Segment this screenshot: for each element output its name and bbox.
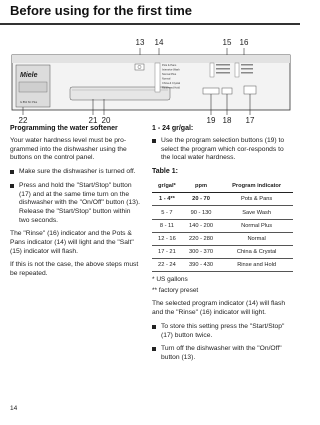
bullet-square-icon: [10, 184, 14, 188]
paragraph: The selected program indicator (14) will flash and the "Rinse" (16) indicator will light.: [152, 300, 286, 317]
program-select-button-drawing: [203, 88, 219, 94]
start-stop-button-drawing: [244, 86, 256, 94]
footnote: ** factory preset: [152, 286, 199, 294]
control-panel: [12, 55, 290, 110]
svg-text:Normal Plus: Normal Plus: [162, 73, 177, 76]
right-column: [152, 125, 294, 368]
list-item: Turn off the dishwasher with the "On/Off" button (13).: [152, 345, 294, 362]
table-title: Table 1:: [152, 168, 178, 176]
callout-22: 22: [18, 116, 28, 125]
table-row: 1 - 4** 20 - 70 Pots & Pans: [152, 193, 293, 206]
paragraph: The "Rinse" (16) indicator and the Pots & Pans indicator (14) will light and the "Salt" (15) indicator will flash.: [10, 230, 134, 255]
table-row: 17 - 21 300 - 370 China & Crystal: [152, 246, 293, 259]
page-number: 14: [10, 405, 18, 412]
svg-text:China & Crystal: China & Crystal: [162, 82, 181, 85]
table-row: 12 - 16 220 - 280 Normal: [152, 232, 293, 245]
section-heading: Programming the water softener: [10, 125, 118, 132]
brand-logo: Miele: [20, 72, 38, 79]
svg-text:Intensive Wash: Intensive Wash: [162, 68, 180, 72]
list-item: Make sure the dishwasher is turned off.: [10, 168, 142, 177]
water-hardness-table: [152, 180, 293, 272]
svg-text:Rinse and Hold: Rinse and Hold: [162, 86, 180, 90]
svg-text:Normal: Normal: [162, 77, 171, 81]
table-row: 5 - 7 90 - 130 Save Wash: [152, 206, 293, 219]
callout-21: 21: [88, 116, 98, 125]
list-item: To store this setting press the "Start/Stop" (17) button twice.: [152, 323, 294, 340]
paragraph: If this is not the case, the above steps must be repeated.: [10, 261, 139, 278]
table-row: 22 - 24 390 - 430 Rinse and Hold: [152, 259, 293, 272]
footnote: * US gallons: [152, 276, 188, 284]
subsection-heading: 1 - 24 gr/gal:: [152, 125, 194, 132]
svg-text:Pots & Pans: Pots & Pans: [162, 64, 177, 67]
list-item: Use the program selection buttons (19) to select the program which cor-responds to the local water hardness.: [152, 137, 294, 163]
left-column: [10, 125, 142, 284]
table-row: 8 - 11 140 - 200 Normal Plus: [152, 219, 293, 232]
table-header-row: gr/gal* ppm Program indicator: [152, 180, 293, 193]
callout-18: 18: [222, 116, 232, 125]
callout-13: 13: [135, 38, 145, 47]
callout-20: 20: [101, 116, 111, 125]
callout-19: 19: [206, 116, 216, 125]
callout-14: 14: [154, 38, 164, 47]
callout-16: 16: [239, 38, 249, 47]
bullet-square-icon: [152, 325, 156, 329]
header-rule: [0, 23, 300, 25]
model-label: G 862 SC Plus: [20, 101, 38, 104]
callout-17: 17: [245, 116, 255, 125]
list-item: Press and hold the "Start/Stop" button (17) and at the same time turn on the dishwasher with the "On/Off" button (13). Release the "Start/Stop" button within two seconds.: [10, 182, 142, 226]
page-header-title: Before using for the first time: [10, 3, 193, 18]
intro-paragraph: Your water hardness level must be pro-grammed into the dishwasher using the buttons on the control panel.: [10, 137, 127, 162]
bullet-square-icon: [152, 347, 156, 351]
control-panel-diagram: [0, 35, 300, 125]
on-off-button-drawing: [135, 64, 144, 70]
bullet-square-icon: [10, 170, 14, 174]
option-button-drawing: [222, 88, 232, 94]
callout-15: 15: [222, 38, 232, 47]
bullet-square-icon: [152, 139, 156, 143]
